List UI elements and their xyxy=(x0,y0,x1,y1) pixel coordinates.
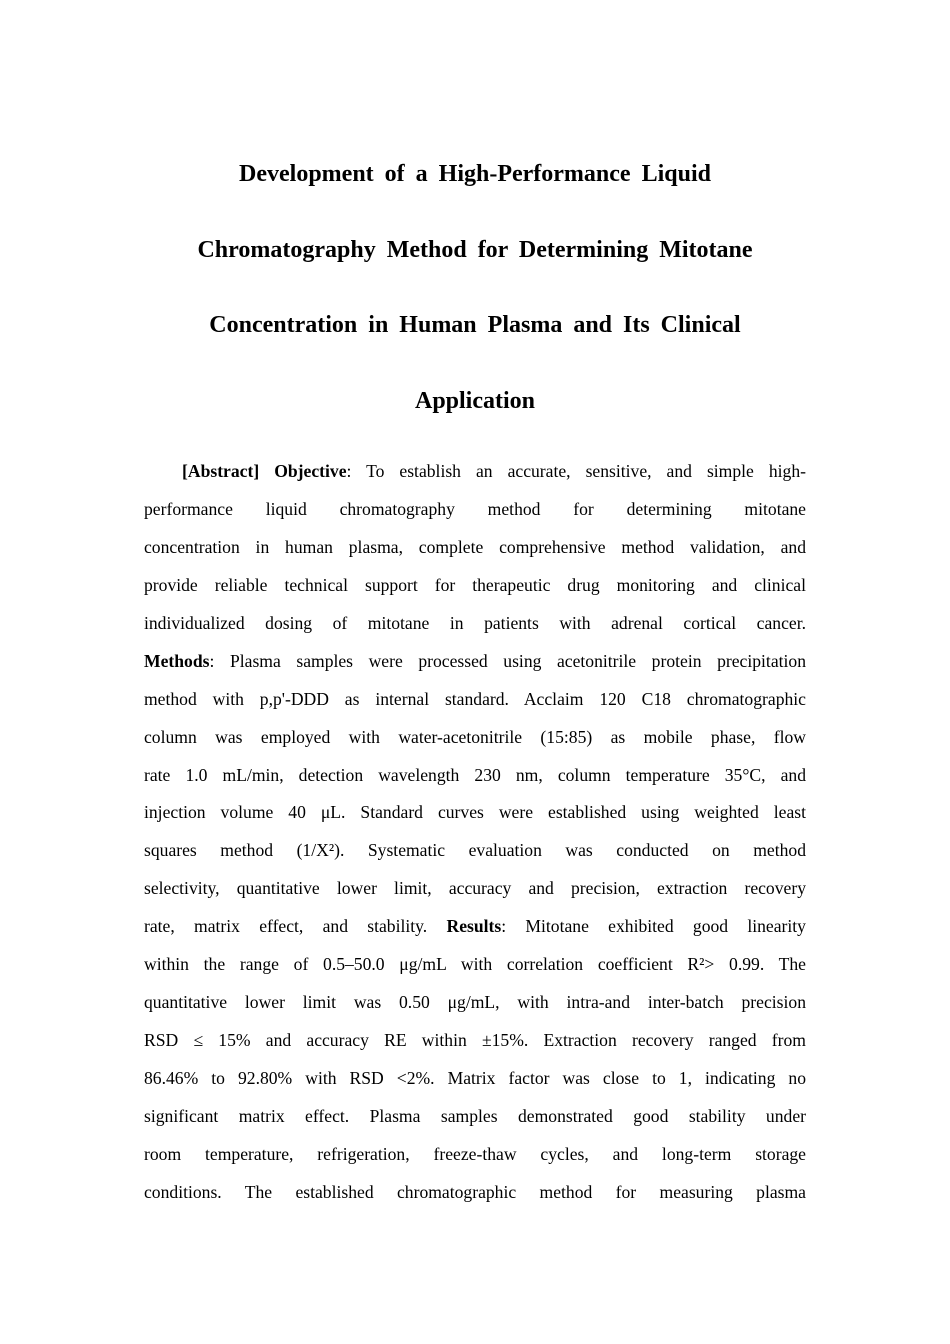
paper-title xyxy=(144,137,806,439)
abstract-line: quantitative lower limit was 0.50 μg/mL, with intra-and inter-batch precision xyxy=(144,992,806,1013)
abstract-line: 86.46% to 92.80% with RSD <2%. Matrix factor was close to 1, indicating no xyxy=(144,1068,806,1088)
abstract-label: [Abstract] xyxy=(182,461,260,481)
abstract-line: significant matrix effect. Plasma samples demonstrated good stability under xyxy=(144,1105,806,1126)
abstract-line xyxy=(144,643,806,681)
abstract-line: room temperature, refrigeration, freeze-thaw cycles, and long-term storage xyxy=(144,1143,806,1164)
abstract-line: individualized dosing of mitotane in patients with adrenal cortical cancer. xyxy=(144,612,806,633)
colon: : xyxy=(501,916,507,937)
abstract-line: selectivity, quantitative lower limit, accuracy and precision, extraction recovery xyxy=(144,878,806,899)
abstract-line: provide reliable technical support for therapeutic drug monitoring and clinical xyxy=(144,574,806,595)
abstract-line: performance liquid chromatography method for determining mitotane xyxy=(144,498,806,519)
methods-label: Methods xyxy=(144,650,210,671)
title-line: Concentration in Human Plasma and Its Clinical xyxy=(209,312,741,339)
abstract-line: conditions. The established chromatographic method for measuring plasma xyxy=(144,1181,806,1202)
abstract-section xyxy=(144,453,806,1212)
abstract-line: column was employed with water-acetonitrile (15:85) as mobile phase, flow xyxy=(144,726,806,747)
abstract-line: within the range of 0.5–50.0 μg/mL with correlation coefficient R²> 0.99. The xyxy=(144,954,806,975)
abstract-line: squares method (1/X²). Systematic evaluation was conducted on method xyxy=(144,840,806,861)
abstract-line: rate 1.0 mL/min, detection wavelength 230 nm, column temperature 35°C, and xyxy=(144,764,806,785)
abstract-line xyxy=(144,908,806,946)
title-line: Application xyxy=(414,387,536,414)
abstract-line: RSD ≤ 15% and accuracy RE within ±15%. Extraction recovery ranged from xyxy=(144,1030,806,1051)
title-line: Chromatography Method for Determining Mitotane xyxy=(197,236,753,263)
abstract-text: rate, matrix effect, and stability. xyxy=(144,916,428,937)
results-label: Results xyxy=(446,916,502,937)
objective-label: Objective xyxy=(274,461,347,481)
abstract-text: Plasma samples were processed using acetonitrile protein precipitation xyxy=(214,650,806,671)
abstract-line: method with p,p'-DDD as internal standard. Acclaim 120 C18 chromatographic xyxy=(144,688,806,709)
abstract-text: To establish an accurate, sensitive, and simple high- xyxy=(351,461,806,481)
abstract-text: Mitotane exhibited good linearity xyxy=(506,916,806,937)
colon: : xyxy=(346,461,352,481)
abstract-line: injection volume 40 μL. Standard curves were established using weighted least xyxy=(144,802,806,823)
abstract-line: concentration in human plasma, complete comprehensive method validation, and xyxy=(144,536,806,557)
abstract-line xyxy=(144,453,806,491)
title-line: Development of a High-Performance Liquid xyxy=(239,161,711,187)
colon: : xyxy=(209,650,215,671)
